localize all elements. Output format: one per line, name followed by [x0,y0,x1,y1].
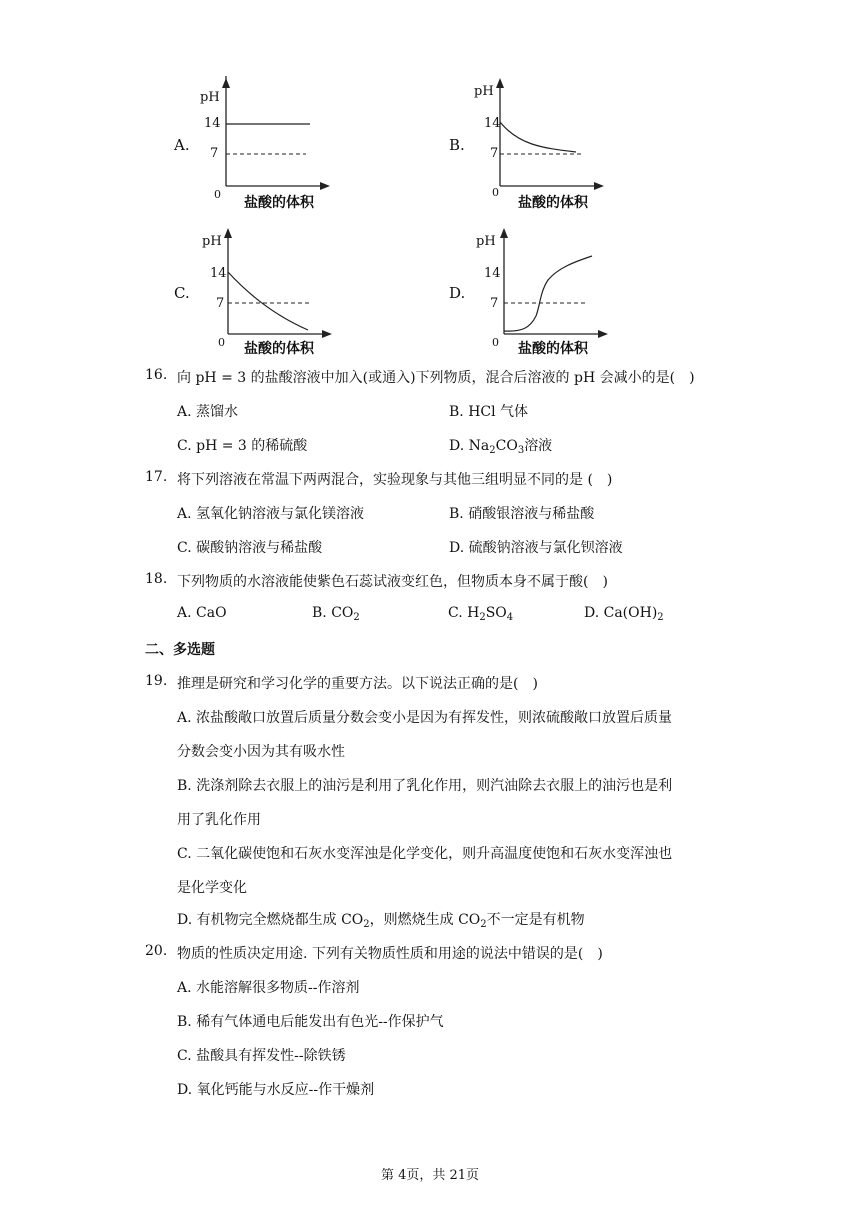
graph-b [470,76,610,216]
graph-a [196,76,336,216]
q20-option-c[interactable]: C. 盐酸具有挥发性--除铁锈 [177,1048,346,1064]
question-17-text: 将下列溶液在常温下两两混合，实验现象与其他三组明显不同的是 ( ) [177,472,613,488]
tick-14: 14 [210,266,227,281]
question-16-number: 16. [145,367,168,383]
y-axis-arrow [496,78,504,88]
x-axis-arrow [598,330,608,338]
q18-b-sub: 2 [353,612,360,623]
question-19-text: 推理是研究和学习化学的重要方法。以下说法正确的是( ) [177,676,538,692]
x-axis-arrow [594,182,604,190]
question-18-number: 18. [145,571,168,587]
q18-c-prefix: C. H [448,605,480,621]
q19-option-b-line2[interactable]: 用了乳化作用 [177,812,261,828]
q17-option-d[interactable]: D. 硫酸钠溶液与氯化钡溶液 [449,540,623,556]
q18-c-mid: SO [485,605,507,621]
origin-label: 0 [218,336,225,349]
q18-c-sub2: 4 [506,612,514,623]
q19-d-sub1: 2 [363,919,370,930]
option-d-letter: D. [449,284,466,302]
q20-option-d[interactable]: D. 氧化钙能与水反应--作干燥剂 [177,1082,375,1098]
x-axis-arrow [320,182,330,190]
q18-d-prefix: D. Ca(OH) [584,605,658,621]
y-axis-arrow [500,228,508,238]
x-label: 盐酸的体积 [244,341,314,357]
q19-option-a-line1[interactable]: A. 浓盐酸敞口放置后质量分数会变小是因为有挥发性，则浓硫酸敞口放置后质量 [177,710,673,726]
y-label: pH [200,90,220,105]
question-17-number: 17. [145,469,168,485]
q16-option-c[interactable]: C. pH = 3 的稀硫酸 [177,438,308,454]
y-axis-arrow [222,78,230,88]
y-label: pH [474,84,494,99]
question-16-text: 向 pH = 3 的盐酸溶液中加入(或通入)下列物质，混合后溶液的 pH 会减小的是( ) [177,370,695,386]
q16-option-a[interactable]: A. 蒸馏水 [177,404,239,420]
q17-option-b[interactable]: B. 硝酸银溶液与稀盐酸 [449,506,595,522]
tick-7: 7 [490,146,499,161]
q19-d-part2: ，则燃烧生成 CO [369,912,481,928]
q17-option-c[interactable]: C. 碳酸钠溶液与稀盐酸 [177,540,323,556]
tick-14: 14 [204,116,221,131]
q16-option-d[interactable] [449,435,552,455]
tick-14: 14 [484,266,501,281]
q18-option-c[interactable] [448,605,513,621]
q18-b-prefix: B. CO [312,605,354,621]
option-a-letter: A. [174,136,190,154]
q19-option-d[interactable] [177,909,585,929]
q20-option-a[interactable]: A. 水能溶解很多物质--作溶剂 [177,980,360,996]
tick-14: 14 [484,116,501,131]
q18-d-sub: 2 [657,612,664,623]
q16-d-mid: CO [495,438,518,454]
graph-d [474,226,614,366]
option-c-letter: C. [174,284,190,302]
x-label: 盐酸的体积 [244,195,314,211]
q16-d-suffix: 溶液 [524,438,553,454]
q18-option-a[interactable]: A. CaO [177,605,227,621]
q17-option-a[interactable]: A. 氢氧化钠溶液与氯化镁溶液 [177,506,365,522]
y-axis-arrow [224,228,232,238]
q16-d-sub2: 3 [517,445,525,456]
q19-d-part3: 不一定是有机物 [486,912,585,928]
y-label: pH [476,234,496,249]
question-20-number: 20. [145,943,168,959]
graph-c [198,226,338,366]
curve-b [500,122,576,152]
x-axis-arrow [322,330,332,338]
question-19-number: 19. [145,673,168,689]
origin-label: 0 [492,336,499,349]
q18-c-sub1: 2 [479,612,486,623]
q19-d-sub2: 2 [480,919,487,930]
x-label: 盐酸的体积 [518,195,588,211]
question-18-text: 下列物质的水溶液能使紫色石蕊试液变红色，但物质本身不属于酸( ) [177,574,608,590]
q19-option-c-line1[interactable]: C. 二氧化碳使饱和石灰水变浑浊是化学变化，则升高温度使饱和石灰水变浑浊也 [177,846,673,862]
section-heading: 二、多选题 [145,642,215,658]
tick-7: 7 [490,296,499,311]
q19-option-b-line1[interactable]: B. 洗涤剂除去衣服上的油污是利用了乳化作用，则汽油除去衣服上的油污也是利 [177,778,673,794]
origin-label: 0 [214,188,221,201]
q18-option-d[interactable] [584,605,664,621]
curve-d [504,256,592,331]
option-b-letter: B. [449,136,465,154]
q19-option-c-line2[interactable]: 是化学变化 [177,880,247,896]
x-label: 盐酸的体积 [518,341,588,357]
q19-option-a-line2[interactable]: 分数会变小因为其有吸水性 [177,744,345,760]
tick-7: 7 [216,296,225,311]
q16-d-sub1: 2 [489,445,496,456]
y-label: pH [202,234,222,249]
tick-7: 7 [210,146,219,161]
origin-label: 0 [492,186,499,199]
q18-option-b[interactable] [312,605,360,621]
question-20-text: 物质的性质决定用途. 下列有关物质性质和用途的说法中错误的是( ) [177,946,603,962]
curve-c [228,272,308,330]
q16-d-prefix: D. Na [449,438,490,454]
q19-d-part1: D. 有机物完全燃烧都生成 CO [177,912,364,928]
q20-option-b[interactable]: B. 稀有气体通电后能发出有色光--作保护气 [177,1014,444,1030]
q16-option-b[interactable]: B. HCl 气体 [449,404,529,420]
page-footer: 第 4页，共 21页 [380,1168,480,1183]
